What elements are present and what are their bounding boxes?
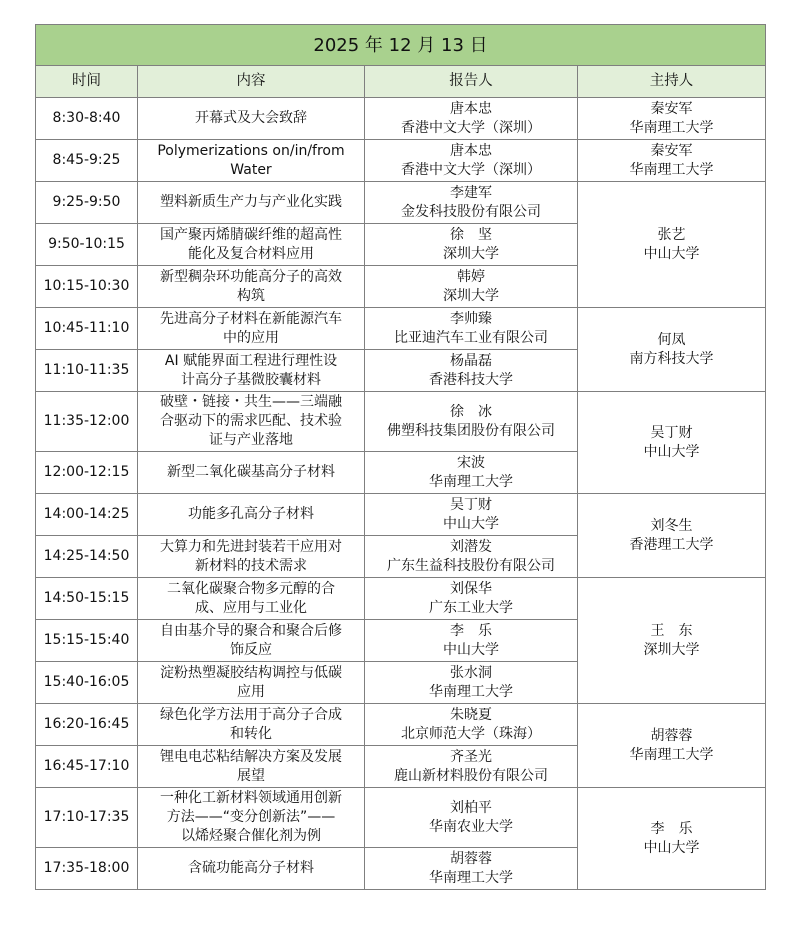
session-time: 9:50-10:15 <box>36 224 138 266</box>
talk-title-line: 应用 <box>237 683 265 700</box>
speaker-affiliation: 金发科技股份有限公司 <box>401 203 541 220</box>
table-row <box>36 788 766 848</box>
speaker-name: 李建军 <box>450 184 492 201</box>
talk-title <box>138 536 365 578</box>
talk-title-line: 和转化 <box>230 725 272 742</box>
talk-title <box>138 746 365 788</box>
speaker-affiliation: 北京师范大学（珠海） <box>401 725 541 742</box>
talk-title-line: Water <box>230 161 272 178</box>
speaker-cell <box>365 392 578 452</box>
speaker-name: 唐本忠 <box>450 142 492 159</box>
talk-title <box>138 662 365 704</box>
speaker-cell <box>365 704 578 746</box>
speaker-name: 杨晶磊 <box>450 352 492 369</box>
speaker-name: 唐本忠 <box>450 100 492 117</box>
speaker-affiliation: 中山大学 <box>443 641 499 658</box>
host-cell <box>578 392 766 494</box>
speaker-affiliation: 香港科技大学 <box>429 371 513 388</box>
host-cell <box>578 182 766 308</box>
speaker-affiliation: 广东生益科技股份有限公司 <box>387 557 555 574</box>
host-name: 吴丁财 <box>650 424 693 441</box>
talk-title-line: 新材料的技术需求 <box>195 557 307 574</box>
talk-title <box>138 704 365 746</box>
speaker-affiliation: 深圳大学 <box>443 287 499 304</box>
host-name: 张艺 <box>657 226 686 243</box>
talk-title-line: 能化及复合材料应用 <box>188 245 314 262</box>
table-row <box>36 704 766 746</box>
session-time: 14:25-14:50 <box>36 536 138 578</box>
talk-title <box>138 182 365 224</box>
host-name: 秦安军 <box>650 100 693 117</box>
host-affiliation: 华南理工大学 <box>629 161 714 178</box>
speaker-name: 宋波 <box>457 454 485 471</box>
talk-title-line: 中的应用 <box>223 329 279 346</box>
table-row <box>36 494 766 536</box>
speaker-cell <box>365 578 578 620</box>
talk-title-line: 合驱动下的需求匹配、技术验 <box>160 413 342 429</box>
session-time: 16:20-16:45 <box>36 704 138 746</box>
schedule-date-title: 2025 年 12 月 13 日 <box>36 25 766 66</box>
host-name: 秦安军 <box>650 142 693 159</box>
speaker-cell <box>365 140 578 182</box>
title-row <box>36 25 766 66</box>
header-content: 内容 <box>138 66 365 98</box>
speaker-name: 徐 冰 <box>450 403 492 420</box>
speaker-cell <box>365 182 578 224</box>
speaker-cell <box>365 308 578 350</box>
talk-title <box>138 848 365 890</box>
talk-title-line: 新型稠杂环功能高分子的高效 <box>160 268 342 285</box>
talk-title-line: 先进高分子材料在新能源汽车 <box>160 310 342 327</box>
host-cell <box>578 578 766 704</box>
speaker-cell <box>365 452 578 494</box>
speaker-affiliation: 华南理工大学 <box>429 869 513 886</box>
talk-title <box>138 788 365 848</box>
talk-title-line: 破壁・链接・共生——三端融 <box>160 394 342 410</box>
speaker-affiliation: 香港中文大学（深圳） <box>401 119 541 136</box>
host-affiliation: 华南理工大学 <box>629 746 714 763</box>
host-affiliation: 中山大学 <box>643 443 700 460</box>
talk-title-line: 淀粉热塑凝胶结构调控与低碳 <box>160 664 342 681</box>
session-time: 15:40-16:05 <box>36 662 138 704</box>
speaker-name: 刘潜发 <box>450 538 492 555</box>
header-host: 主持人 <box>578 66 766 98</box>
talk-title <box>138 578 365 620</box>
speaker-affiliation: 香港中文大学（深圳） <box>401 161 541 178</box>
talk-title-line: 计高分子基微胶囊材料 <box>181 371 321 388</box>
talk-title-line: 证与产业落地 <box>209 432 293 448</box>
host-affiliation: 中山大学 <box>643 839 700 856</box>
talk-title-line: 功能多孔高分子材料 <box>188 506 314 522</box>
talk-title-line: 锂电电芯粘结解决方案及发展 <box>160 748 342 765</box>
session-time: 12:00-12:15 <box>36 452 138 494</box>
host-name: 何凤 <box>657 331 686 348</box>
host-cell <box>578 140 766 182</box>
talk-title-line: 新型二氧化碳基高分子材料 <box>167 464 335 480</box>
speaker-cell <box>365 848 578 890</box>
host-cell <box>578 98 766 140</box>
host-affiliation: 香港理工大学 <box>629 536 714 553</box>
talk-title-line: Polymerizations on/in/from <box>157 142 345 159</box>
talk-title <box>138 140 365 182</box>
speaker-affiliation: 佛塑科技集团股份有限公司 <box>387 422 555 439</box>
host-name: 李 乐 <box>650 820 693 837</box>
session-time: 8:30-8:40 <box>36 98 138 140</box>
host-cell <box>578 788 766 890</box>
speaker-affiliation: 比亚迪汽车工业有限公司 <box>394 329 548 346</box>
speaker-affiliation: 华南理工大学 <box>429 473 513 490</box>
talk-title <box>138 452 365 494</box>
session-time: 15:15-15:40 <box>36 620 138 662</box>
session-time: 10:15-10:30 <box>36 266 138 308</box>
session-time: 16:45-17:10 <box>36 746 138 788</box>
table-row <box>36 392 766 452</box>
session-time: 11:35-12:00 <box>36 392 138 452</box>
host-affiliation: 中山大学 <box>643 245 700 262</box>
talk-title <box>138 620 365 662</box>
talk-title-line: 绿色化学方法用于高分子合成 <box>160 706 342 723</box>
schedule-body <box>36 98 766 890</box>
speaker-cell <box>365 788 578 848</box>
host-affiliation: 华南理工大学 <box>629 119 714 136</box>
speaker-affiliation: 广东工业大学 <box>429 599 513 616</box>
speaker-name: 刘保华 <box>450 580 492 597</box>
session-time: 14:50-15:15 <box>36 578 138 620</box>
host-name: 胡蓉蓉 <box>650 727 693 744</box>
talk-title-line: 以烯烃聚合催化剂为例 <box>181 828 321 844</box>
speaker-affiliation: 华南理工大学 <box>429 683 513 700</box>
table-row <box>36 308 766 350</box>
talk-title-line: AI 赋能界面工程进行理性设 <box>164 352 338 369</box>
speaker-affiliation: 深圳大学 <box>443 245 499 262</box>
speaker-name: 李 乐 <box>450 622 492 639</box>
talk-title-line: 国产聚丙烯腈碳纤维的超高性 <box>160 226 342 243</box>
speaker-name: 胡蓉蓉 <box>450 850 492 867</box>
speaker-name: 齐圣光 <box>450 748 492 765</box>
talk-title <box>138 350 365 392</box>
host-affiliation: 南方科技大学 <box>629 350 714 367</box>
session-time: 17:35-18:00 <box>36 848 138 890</box>
speaker-name: 李帅臻 <box>450 310 492 327</box>
speaker-name: 刘柏平 <box>450 799 492 816</box>
talk-title <box>138 308 365 350</box>
talk-title <box>138 494 365 536</box>
speaker-affiliation: 鹿山新材料股份有限公司 <box>394 767 548 784</box>
host-cell <box>578 494 766 578</box>
talk-title <box>138 266 365 308</box>
session-time: 10:45-11:10 <box>36 308 138 350</box>
speaker-name: 张水洞 <box>450 664 492 681</box>
speaker-cell <box>365 746 578 788</box>
speaker-name: 吴丁财 <box>450 496 492 513</box>
talk-title-line: 含硫功能高分子材料 <box>188 860 314 876</box>
speaker-cell <box>365 224 578 266</box>
talk-title-line: 构筑 <box>237 287 265 304</box>
table-row <box>36 578 766 620</box>
table-row <box>36 98 766 140</box>
talk-title-line: 一种化工新材料领域通用创新 <box>160 790 342 806</box>
table-row <box>36 182 766 224</box>
talk-title-line: 方法——“变分创新法”—— <box>166 809 336 825</box>
speaker-cell <box>365 350 578 392</box>
talk-title-line: 开幕式及大会致辞 <box>195 110 307 126</box>
speaker-cell <box>365 98 578 140</box>
speaker-cell <box>365 662 578 704</box>
host-name: 刘冬生 <box>650 517 693 534</box>
session-time: 8:45-9:25 <box>36 140 138 182</box>
talk-title <box>138 392 365 452</box>
session-time: 17:10-17:35 <box>36 788 138 848</box>
host-cell <box>578 704 766 788</box>
speaker-affiliation: 中山大学 <box>443 515 499 532</box>
speaker-name: 朱晓夏 <box>450 706 492 723</box>
talk-title-line: 展望 <box>237 767 265 784</box>
schedule-table <box>35 24 766 890</box>
session-time: 14:00-14:25 <box>36 494 138 536</box>
speaker-cell <box>365 266 578 308</box>
table-row <box>36 140 766 182</box>
speaker-affiliation: 华南农业大学 <box>429 818 513 835</box>
talk-title <box>138 224 365 266</box>
talk-title-line: 塑料新质生产力与产业化实践 <box>160 194 342 210</box>
speaker-cell <box>365 536 578 578</box>
speaker-name: 韩婷 <box>457 268 485 285</box>
host-affiliation: 深圳大学 <box>643 641 700 658</box>
header-row <box>36 66 766 98</box>
header-speaker: 报告人 <box>365 66 578 98</box>
host-cell <box>578 308 766 392</box>
talk-title-line: 饰反应 <box>230 641 272 658</box>
header-time: 时间 <box>36 66 138 98</box>
speaker-cell <box>365 620 578 662</box>
speaker-name: 徐 坚 <box>450 226 492 243</box>
session-time: 11:10-11:35 <box>36 350 138 392</box>
talk-title-line: 大算力和先进封装若干应用对 <box>160 538 342 555</box>
talk-title <box>138 98 365 140</box>
host-name: 王 东 <box>650 622 693 639</box>
speaker-cell <box>365 494 578 536</box>
session-time: 9:25-9:50 <box>36 182 138 224</box>
talk-title-line: 二氧化碳聚合物多元醇的合 <box>167 580 335 597</box>
talk-title-line: 自由基介导的聚合和聚合后修 <box>160 622 342 639</box>
talk-title-line: 成、应用与工业化 <box>195 599 307 616</box>
